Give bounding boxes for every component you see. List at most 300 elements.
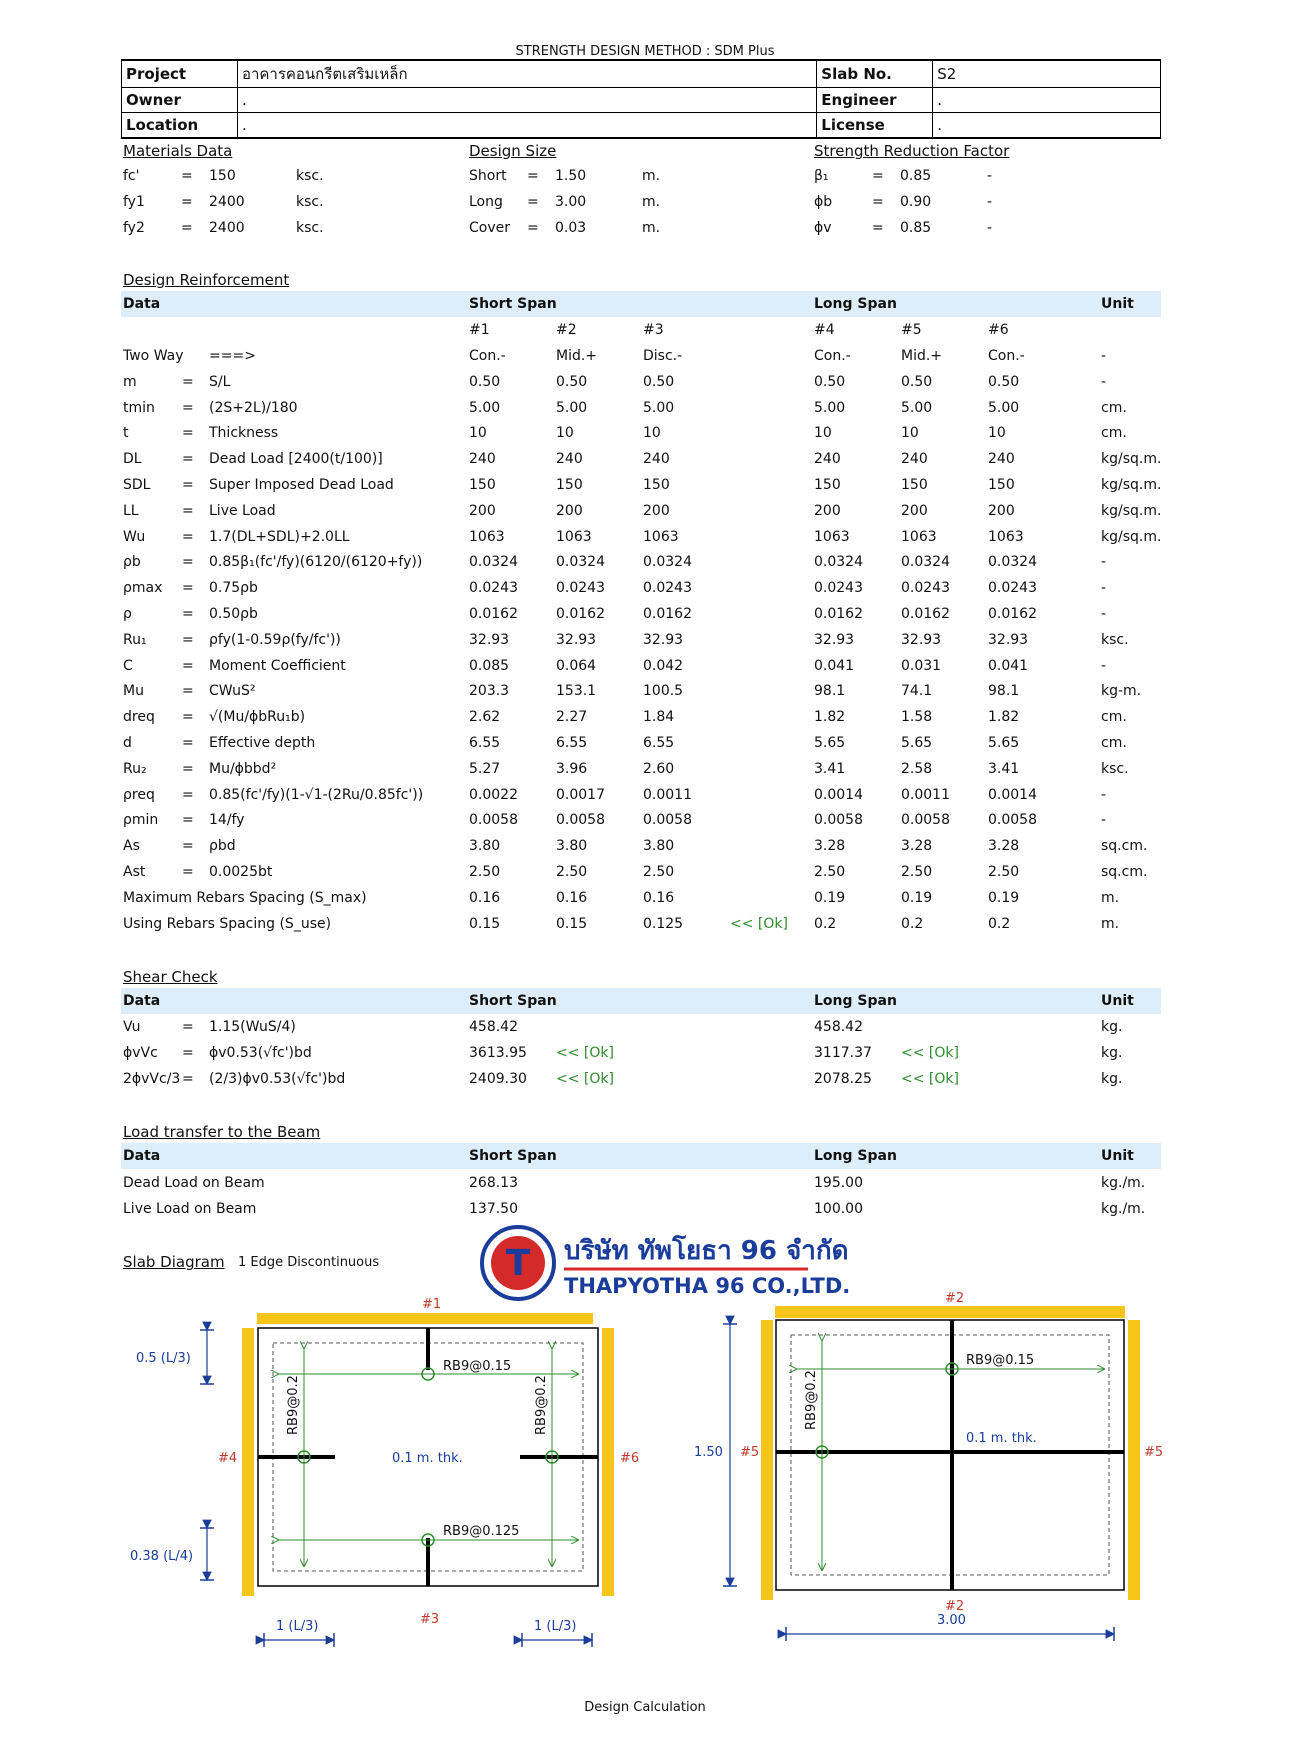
edge-label-1: #1 [422, 1297, 442, 1312]
shear-unit: kg. [1101, 1045, 1123, 1061]
reinf-unit: kg/sq.m. [1101, 502, 1162, 519]
reinf-value: 98.1 [988, 683, 1020, 700]
reinf-value: 0.0022 [469, 786, 518, 803]
reinforcement-header-band [121, 291, 1161, 317]
reinf-value: 3.80 [469, 838, 501, 855]
reinf-eq: = [182, 399, 194, 416]
reinf-value: 0.0162 [814, 606, 863, 622]
shear-formula: ϕv0.53(√fc')bd [209, 1045, 312, 1061]
reinf-eq: = [182, 554, 194, 571]
dim-bottom-label: 0.38 (L/4) [130, 1549, 194, 1564]
reinf-value: 6.55 [643, 735, 675, 751]
beam-edge-5-left [761, 1320, 773, 1600]
reinf-eq: = [182, 735, 194, 751]
reinf-unit: kg/sq.m. [1101, 477, 1162, 493]
diagram-heading: Slab Diagram [123, 1253, 225, 1271]
shear-eq: = [182, 1045, 194, 1061]
reinf-value: 5.65 [814, 735, 846, 751]
design_size-key: Short [469, 168, 507, 184]
reinf-eq: = [182, 606, 194, 622]
reinf-value: 0.0162 [643, 606, 692, 622]
reinf-long-header: Long Span [814, 296, 897, 312]
reinf-value: 0.19 [814, 889, 846, 906]
reinf-value: 32.93 [988, 631, 1029, 648]
reinf-value: Disc.- [643, 348, 683, 364]
dim-right-label: 1 (L/3) [534, 1619, 577, 1634]
owner-value: . [237, 88, 816, 113]
reinf-formula: Live Load [209, 502, 276, 519]
col-header: #2 [556, 322, 577, 338]
reinf-value: 0.0243 [988, 580, 1037, 597]
materials-key: fy1 [123, 194, 145, 210]
slab-label: Slab No. [817, 60, 933, 88]
reinf-key: ρreq [123, 786, 155, 803]
reinf-unit: - [1101, 580, 1107, 597]
reinf-value: 10 [901, 425, 919, 442]
reinf-formula: 1.7(DL+SDL)+2.0LL [209, 528, 350, 545]
reinf-value: 0.031 [901, 657, 942, 674]
reinf-value: 5.00 [988, 399, 1020, 416]
reinf-value: 240 [556, 451, 583, 468]
reinf-value: Con.- [814, 348, 851, 364]
reinf-value: 0.0243 [901, 580, 950, 597]
col-header: #6 [988, 322, 1009, 338]
reinf-value: 0.0324 [643, 554, 692, 571]
reinf-value: 1063 [469, 528, 505, 545]
reinf-value: 240 [988, 451, 1015, 468]
slab-diagram-short [120, 1290, 660, 1660]
design_size-eq: = [527, 194, 539, 210]
reinf-value: 0.2 [988, 915, 1011, 932]
engineer-value: . [933, 88, 1161, 113]
transfer-key: Live Load on Beam [123, 1201, 257, 1217]
reinf-value: 1.82 [814, 709, 846, 726]
reinf-value: 0.50 [469, 373, 501, 390]
transfer-key: Dead Load on Beam [123, 1175, 265, 1191]
reinf-value: 1.58 [901, 709, 933, 726]
rebar-label-horizontal: RB9@0.15 [966, 1353, 1035, 1368]
reinf-value: 240 [814, 451, 841, 468]
reinf-unit: kg/sq.m. [1101, 451, 1162, 468]
design_size-eq: = [527, 220, 539, 236]
shear-eq: = [182, 1071, 194, 1087]
reinf-unit: m. [1101, 915, 1120, 932]
materials-eq: = [181, 194, 193, 210]
shear-formula: 1.15(WuS/4) [209, 1019, 296, 1035]
materials-eq: = [181, 220, 193, 236]
srf-value: 0.85 [900, 220, 932, 236]
reinf-key: m [123, 373, 137, 390]
rebar-label-bottom: RB9@0.125 [443, 1524, 520, 1539]
srf-eq: = [872, 194, 884, 210]
reinf-formula: Super Imposed Dead Load [209, 477, 394, 493]
reinf-value: 0.19 [901, 889, 933, 906]
transfer-header-band [121, 1143, 1161, 1169]
beam-edge-2-top [775, 1306, 1125, 1318]
reinf-value: 0.0243 [814, 580, 863, 597]
design_size-value: 1.50 [555, 168, 587, 184]
reinf-value: 10 [643, 425, 661, 442]
rebar-label-right: RB9@0.2 [534, 1375, 549, 1435]
reinf-eq: = [182, 528, 194, 545]
transfer-long-value: 195.00 [814, 1175, 863, 1191]
reinf-value: 0.16 [556, 889, 588, 906]
shear-key: Vu [123, 1019, 141, 1035]
reinf-value: 240 [469, 451, 496, 468]
beam-edge-4 [242, 1328, 254, 1596]
materials-unit: ksc. [296, 194, 324, 210]
col-header: #5 [901, 322, 922, 338]
srf-heading: Strength Reduction Factor [814, 142, 1010, 160]
reinf-data-header: Data [123, 296, 161, 312]
reinf-eq: = [182, 477, 194, 493]
reinf-value: 0.0324 [814, 554, 863, 571]
reinf-value: 3.96 [556, 760, 588, 777]
reinf-value: 0.064 [556, 657, 597, 674]
reinf-unit: cm. [1101, 709, 1127, 726]
reinf-value: 0.0058 [556, 812, 605, 829]
transfer-short-header: Short Span [469, 1148, 557, 1164]
reinf-value: 2.27 [556, 709, 588, 726]
reinf-unit: cm. [1101, 425, 1127, 442]
location-value: . [237, 113, 816, 138]
beam-edge-5-right [1128, 1320, 1140, 1600]
reinf-unit: kg/sq.m. [1101, 528, 1162, 545]
header-table [121, 59, 1161, 139]
materials-value: 2400 [209, 194, 245, 210]
reinf-value: Con.- [469, 348, 506, 364]
reinf-value: 3.28 [988, 838, 1020, 855]
reinf-key: SDL [123, 477, 151, 493]
engineer-label: Engineer [817, 88, 933, 113]
materials-heading: Materials Data [123, 142, 233, 160]
transfer-short-value: 268.13 [469, 1175, 518, 1191]
materials-value: 2400 [209, 220, 245, 236]
reinf-value: 0.50 [556, 373, 588, 390]
reinf-key: tmin [123, 399, 155, 416]
reinf-value: 1.82 [988, 709, 1020, 726]
reinf-eq: = [182, 760, 194, 777]
materials-key: fy2 [123, 220, 145, 236]
reinf-value: 0.0162 [469, 606, 518, 622]
reinf-value: 0.0243 [469, 580, 518, 597]
materials-value: 150 [209, 168, 236, 184]
materials-key: fc' [123, 168, 140, 184]
reinf-key: Mu [123, 683, 144, 700]
reinf-value: 3.41 [814, 760, 846, 777]
shear-long-value: 458.42 [814, 1019, 863, 1035]
reinf-value: 0.0324 [988, 554, 1037, 571]
reinf-key: Using Rebars Spacing (S_use) [123, 915, 332, 932]
reinf-value: 0.0162 [556, 606, 605, 622]
location-label: Location [122, 113, 238, 138]
reinf-key: ρmin [123, 812, 159, 829]
reinf-value: 0.0058 [469, 812, 518, 829]
materials-eq: = [181, 168, 193, 184]
reinf-value: 200 [988, 502, 1015, 519]
reinf-value: 150 [901, 477, 928, 493]
reinf-value: 2.58 [901, 760, 933, 777]
reinf-value: 0.041 [814, 657, 855, 674]
shear-short-value: 3613.95 [469, 1045, 527, 1061]
transfer-unit: kg./m. [1101, 1175, 1146, 1191]
reinf-unit: ksc. [1101, 631, 1129, 648]
reinf-value: 240 [643, 451, 670, 468]
reinf-formula: 0.85(fc'/fy)(1-√1-(2Ru/0.85fc')) [209, 786, 424, 803]
reinf-value: 32.93 [469, 631, 510, 648]
reinf-value: 10 [469, 425, 487, 442]
reinf-formula: CWuS² [209, 683, 256, 700]
reinf-value: 5.27 [469, 760, 501, 777]
srf-key: ϕb [814, 194, 833, 210]
reinf-value: 150 [469, 477, 496, 493]
reinf-value: 240 [901, 451, 928, 468]
reinf-key: Ru₂ [123, 760, 147, 777]
reinf-unit: - [1101, 812, 1107, 829]
reinf-eq: = [182, 709, 194, 726]
reinf-value: 0.0014 [988, 786, 1037, 803]
reinf-value: 0.0058 [814, 812, 863, 829]
reinf-eq: = [182, 786, 194, 803]
reinf-eq: = [182, 657, 194, 674]
reinf-key: t [123, 425, 129, 442]
reinf-value: 0.15 [556, 915, 588, 932]
reinf-value: 0.0058 [988, 812, 1037, 829]
reinf-eq: = [182, 683, 194, 700]
reinf-formula: S/L [209, 373, 231, 390]
reinf-value: 2.50 [814, 864, 846, 880]
reinf-key: Ru₁ [123, 631, 147, 648]
design_size-eq: = [527, 168, 539, 184]
reinf-value: 5.65 [988, 735, 1020, 751]
design_size-key: Cover [469, 220, 510, 236]
design_size-value: 0.03 [555, 220, 587, 236]
reinf-unit-header: Unit [1101, 296, 1134, 312]
reinf-formula: ===> [209, 348, 256, 364]
company-english-name: THAPYOTHA 96 CO.,LTD. [564, 1274, 851, 1298]
reinf-eq: = [182, 838, 194, 855]
dim-long-label: 3.00 [937, 1613, 966, 1628]
reinf-key: As [123, 838, 140, 855]
edge-label-2-bottom: #2 [945, 1599, 965, 1614]
reinf-value: 203.3 [469, 683, 510, 700]
reinf-key: Maximum Rebars Spacing (S_max) [123, 889, 367, 906]
shear-data-header: Data [123, 993, 161, 1009]
reinf-value: 100.5 [643, 683, 684, 700]
rebar-label-left: RB9@0.2 [286, 1375, 301, 1435]
reinf-value: 0.50 [988, 373, 1020, 390]
col-header: #3 [643, 322, 664, 338]
design_size-unit: m. [642, 220, 661, 236]
reinf-eq: = [182, 502, 194, 519]
reinf-formula: 14/fy [209, 812, 245, 829]
reinf-unit: - [1101, 348, 1107, 364]
reinf-value: 0.50 [814, 373, 846, 390]
reinf-value: 0.16 [643, 889, 675, 906]
design_size-unit: m. [642, 194, 661, 210]
reinf-value: 5.00 [901, 399, 933, 416]
reinf-value: 0.0324 [469, 554, 518, 571]
reinf-value: 74.1 [901, 683, 933, 700]
shear-short-value: 2409.30 [469, 1071, 527, 1087]
slab-diagram-long [660, 1290, 1180, 1665]
shear-eq: = [182, 1019, 194, 1035]
reinf-value: 32.93 [556, 631, 597, 648]
shear-long-header: Long Span [814, 993, 897, 1009]
reinf-key: C [123, 657, 133, 674]
reinf-value: 200 [556, 502, 583, 519]
srf-unit: - [987, 194, 993, 210]
col-header: #1 [469, 322, 490, 338]
project-value: อาคารคอนกรีตเสริมเหล็ก [237, 60, 816, 88]
transfer-short-value: 137.50 [469, 1201, 518, 1217]
reinf-value: 150 [556, 477, 583, 493]
srf-eq: = [872, 220, 884, 236]
edge-label-5-right: #5 [1144, 1445, 1164, 1460]
reinf-formula: Mu/ϕbbd² [209, 760, 277, 777]
reinf-value: 200 [469, 502, 496, 519]
reinf-unit: sq.cm. [1101, 838, 1148, 855]
transfer-data-header: Data [123, 1148, 161, 1164]
reinf-value: 1063 [814, 528, 850, 545]
reinf-value: Mid.+ [901, 348, 943, 364]
reinf-value: 2.62 [469, 709, 501, 726]
reinf-value: 0.0058 [643, 812, 692, 829]
transfer-unit: kg./m. [1101, 1201, 1146, 1217]
srf-value: 0.85 [900, 168, 932, 184]
reinf-unit: - [1101, 373, 1107, 390]
reinf-unit: ksc. [1101, 760, 1129, 777]
reinf-eq: = [182, 864, 194, 880]
transfer-unit-header: Unit [1101, 1148, 1134, 1164]
shear-header-band [121, 988, 1161, 1014]
license-label: License [817, 113, 933, 138]
reinf-value: 150 [988, 477, 1015, 493]
reinf-value: 2.50 [469, 864, 501, 880]
edge-label-6: #6 [620, 1451, 640, 1466]
reinf-key: ρmax [123, 580, 163, 597]
reinf-formula: Moment Coefficient [209, 657, 346, 674]
beam-edge-1 [257, 1313, 593, 1324]
reinf-value: 2.60 [643, 760, 675, 777]
reinf-value: 200 [814, 502, 841, 519]
reinf-value: 0.0011 [901, 786, 950, 803]
reinf-value: 3.28 [814, 838, 846, 855]
reinf-value: 1063 [643, 528, 679, 545]
reinf-value: 200 [901, 502, 928, 519]
reinf-key: LL [123, 502, 139, 519]
reinf-key: Ast [123, 864, 146, 880]
shear-short-header: Short Span [469, 993, 557, 1009]
reinf-value: 200 [643, 502, 670, 519]
reinf-value: 150 [814, 477, 841, 493]
reinf-formula: 0.50ρb [209, 606, 258, 622]
rebar-label-top: RB9@0.15 [443, 1359, 512, 1374]
reinf-unit: m. [1101, 889, 1120, 906]
transfer-long-value: 100.00 [814, 1201, 863, 1217]
reinf-formula: 0.85β₁(fc'/fy)(6120/(6120+fy)) [209, 554, 423, 571]
reinf-unit: - [1101, 606, 1107, 622]
design-size-heading: Design Size [469, 142, 557, 160]
reinf-value: 0.0017 [556, 786, 605, 803]
dim-short-label: 1.50 [694, 1445, 723, 1460]
srf-unit: - [987, 220, 993, 236]
reinf-formula: Thickness [209, 425, 279, 442]
reinf-value: 2.50 [556, 864, 588, 880]
reinf-value: 0.125 [643, 915, 684, 932]
reinf-key: d [123, 735, 132, 751]
reinf-value: 1063 [901, 528, 937, 545]
reinf-eq: = [182, 373, 194, 390]
project-label: Project [122, 60, 238, 88]
footer: Design Calculation [584, 1700, 706, 1715]
reinf-value: 0.0014 [814, 786, 863, 803]
reinf-value: 0.0243 [556, 580, 605, 597]
reinf-unit: cm. [1101, 399, 1127, 416]
design_size-value: 3.00 [555, 194, 587, 210]
reinf-value: 10 [988, 425, 1006, 442]
reinf-unit: cm. [1101, 735, 1127, 751]
shear-long-value: 2078.25 [814, 1071, 872, 1087]
reinf-value: 153.1 [556, 683, 597, 700]
reinf-value: 0.085 [469, 657, 510, 674]
reinf-key: ρb [123, 554, 141, 571]
srf-value: 0.90 [900, 194, 932, 210]
reinf-value: 5.00 [556, 399, 588, 416]
reinf-value: 0.042 [643, 657, 684, 674]
logo-mark: T [505, 1243, 531, 1284]
reinf-value: 5.00 [469, 399, 501, 416]
design_size-unit: m. [642, 168, 661, 184]
reinf-value: 5.00 [814, 399, 846, 416]
shear-formula: (2/3)ϕv0.53(√fc')bd [209, 1071, 346, 1087]
slab-thickness-label-long: 0.1 m. thk. [966, 1431, 1037, 1446]
shear-short-value: 458.42 [469, 1019, 518, 1035]
dim-left-label: 1 (L/3) [276, 1619, 319, 1634]
shear-heading: Shear Check [123, 968, 218, 986]
reinf-formula: 0.0025bt [209, 864, 273, 880]
reinf-short-header: Short Span [469, 296, 557, 312]
reinf-value: 0.041 [988, 657, 1029, 674]
materials-unit: ksc. [296, 168, 324, 184]
edge-label-5-left: #5 [740, 1445, 760, 1460]
reinf-value: 5.65 [901, 735, 933, 751]
reinf-value: 32.93 [814, 631, 855, 648]
reinf-value: 2.50 [643, 864, 675, 880]
reinforcement-heading: Design Reinforcement [123, 271, 290, 289]
reinf-value: 150 [643, 477, 670, 493]
reinf-formula: (2S+2L)/180 [209, 399, 298, 416]
reinf-value: 0.50 [643, 373, 675, 390]
reinf-value: 0.0243 [643, 580, 692, 597]
reinf-value: 1.84 [643, 709, 675, 726]
reinf-value: 0.0324 [556, 554, 605, 571]
transfer-heading: Load transfer to the Beam [123, 1123, 321, 1141]
reinf-eq: = [182, 580, 194, 597]
shear-long-value: 3117.37 [814, 1045, 872, 1061]
reinf-value: 0.15 [469, 915, 501, 932]
reinf-key: Two Way [123, 348, 184, 364]
reinf-formula: ρfy(1-0.59ρ(fy/fc')) [209, 631, 341, 648]
reinf-formula: √(Mu/ϕbRu₁b) [209, 709, 306, 726]
reinf-value: 0.2 [814, 915, 837, 932]
reinf-value: 3.41 [988, 760, 1020, 777]
shear-key: ϕvVc [123, 1045, 158, 1061]
reinf-value: 0.19 [988, 889, 1020, 906]
reinf-eq: = [182, 812, 194, 829]
reinf-value: 0.2 [901, 915, 924, 932]
reinf-key: ρ [123, 606, 132, 622]
